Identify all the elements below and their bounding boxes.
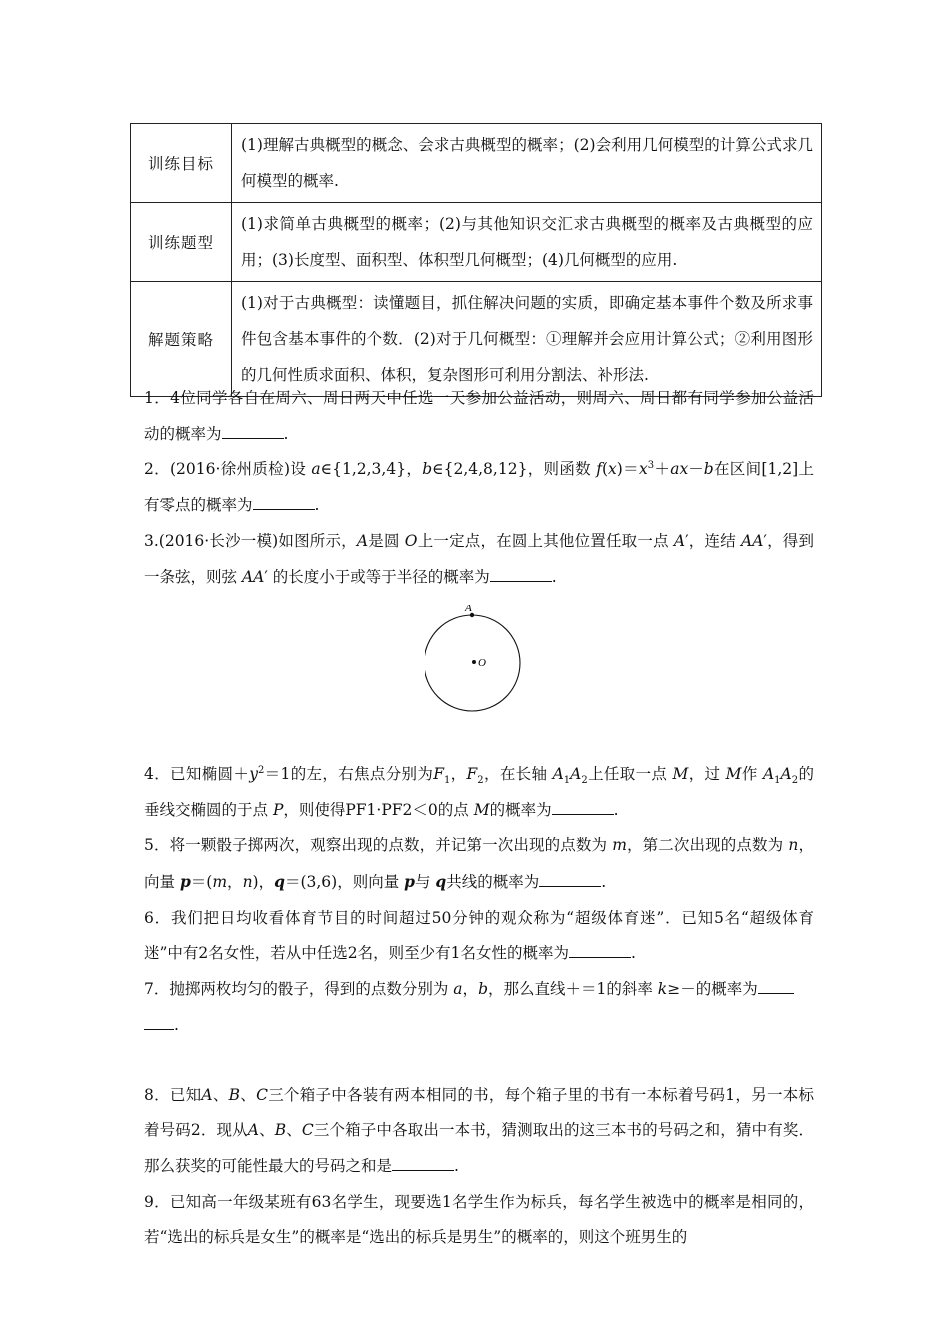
problem-8: 8．已知A、B、C三个箱子中各装有两本相同的书，每个箱子里的书有一本标着号码1，另一本标着号码2．现从A、B、C三个箱子中各取出一本书，猜测取出的这三本书的号码之和，猜中有奖．那么获奖的可能性最大的号码之和是 . bbox=[144, 1085, 814, 1175]
problem-6: 6．我们把日均收看体育节目的时间超过50分钟的观众称为“超级体育迷”．已知5名“超级体育迷”中有2名女性，若从中任选2名，则至少有1名女性的概率为 . bbox=[144, 908, 814, 963]
summary-row-types bbox=[131, 203, 822, 282]
answer-blank[interactable] bbox=[144, 1015, 174, 1030]
row-label: 训练目标 bbox=[131, 124, 232, 203]
row-content: (1)理解古典概型的概念、会求古典概型的概率；(2)会利用几何模型的计算公式求几何模型的概率. bbox=[232, 124, 822, 203]
center-o-label: O bbox=[478, 657, 486, 670]
answer-blank[interactable] bbox=[490, 567, 552, 582]
answer-blank[interactable] bbox=[222, 424, 284, 439]
answer-blank[interactable] bbox=[552, 800, 614, 815]
problem-list bbox=[144, 381, 814, 1256]
row-label: 训练题型 bbox=[131, 203, 232, 282]
problem-2: 2．(2016·徐州质检)设 a∈{1,2,3,4}，b∈{2,4,8,12}，则函数 $f(x)=x^3+ax-b$在区间[1,2]上有零点的概率为 . bbox=[144, 460, 814, 515]
problem-1: 1．4位同学各自在周六、周日两天中任选一天参加公益活动，则周六、周日都有同学参加公益活动的概率为 . bbox=[144, 389, 814, 443]
answer-blank[interactable] bbox=[539, 872, 601, 887]
row-content: (1)求简单古典概型的概率；(2)与其他知识交汇求古典概型的概率及古典概型的应用；(3)长度型、面积型、体积型几何概型；(4)几何概型的应用. bbox=[232, 203, 822, 282]
answer-blank[interactable] bbox=[392, 1156, 454, 1171]
problem-3: 3.(2016·长沙一模)如图所示，A是圆 O上一定点，在圆上其他位置任取一点 A′，连结 AA′，得到一条弦，则弦 AA′ 的长度小于或等于半径的概率为 . bbox=[144, 531, 814, 586]
summary-table bbox=[130, 123, 822, 397]
center-o-dot bbox=[472, 660, 476, 664]
problem-7: 7．抛掷两枚均匀的骰子，得到的点数分别为 a，b，那么直线＋＝1的斜率 k≥－的概率为 . bbox=[144, 972, 814, 1043]
summary-row-strategy bbox=[131, 282, 822, 397]
answer-blank[interactable] bbox=[253, 495, 315, 510]
summary-row-goal bbox=[131, 124, 822, 203]
problem-5: 5．将一颗骰子掷两次，观察出现的点数，并记第一次出现的点数为 m，第二次出现的点数为 n，向量 p＝(m，n)，q＝(3,6)，则向量 p与 q共线的概率为 . bbox=[144, 836, 814, 892]
circle-figure bbox=[425, 605, 525, 715]
answer-blank[interactable] bbox=[758, 979, 794, 994]
point-a-label: A bbox=[465, 605, 472, 615]
row-label: 解题策略 bbox=[131, 282, 232, 397]
row-content: (1)对于古典概型：读懂题目，抓住解决问题的实质，即确定基本事件个数及所求事件包含基本事件的个数．(2)对于几何概型：①理解并会应用计算公式；②利用图形的几何性质求面积、体积，复杂图形可利用分割法、补形法. bbox=[232, 282, 822, 397]
answer-blank[interactable] bbox=[569, 943, 631, 958]
problem-9: 9．已知高一年级某班有63名学生，现要选1名学生作为标兵，每名学生被选中的概率是相同的，若“选出的标兵是女生”的概率是“选出的标兵是男生”的概率的，则这个班男生的 bbox=[144, 1192, 814, 1247]
problem-4: 4．已知椭圆$+y^2=1$的左，右焦点分别为$F_1$，$F_2$，在长轴 $A_1A_2$上任取一点 M，过 M作 $A_1A_2$的垂线交椭圆的于点 P，则使得PF1·PF2＜0的点 M的概率为 . bbox=[144, 764, 814, 819]
